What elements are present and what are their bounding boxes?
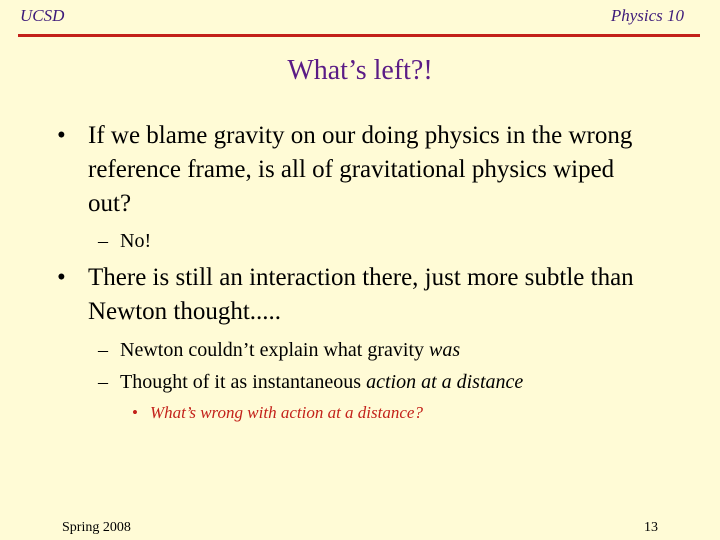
bullet-2-sub-1-emphasis: was xyxy=(429,339,461,361)
bullet-2-sub-2-text: Thought of it as instantaneous xyxy=(120,371,367,393)
sub-dash: – xyxy=(98,230,108,252)
bullet-dot: • xyxy=(57,264,66,291)
bullet-1 xyxy=(57,119,660,221)
footer-date: Spring 2008 xyxy=(62,520,131,535)
bullet-1-sub-1-text: No! xyxy=(120,230,152,252)
header-left-label: UCSD xyxy=(20,6,65,25)
bullet-2 xyxy=(57,261,660,329)
sub-dash: – xyxy=(98,371,108,393)
slide-number: 13 xyxy=(644,520,658,535)
bullet-2-sub-1 xyxy=(98,337,460,363)
bullet-dot: • xyxy=(57,122,66,149)
bullet-2-text: There is still an interaction there, just more subtle than Newton thought..... xyxy=(88,264,634,325)
bullet-1-text: If we blame gravity on our doing physics in the wrong reference frame, is all of gravitational physics wiped out? xyxy=(88,122,633,217)
sub-dash: – xyxy=(98,339,108,361)
bullet-2-sub-2 xyxy=(98,369,523,395)
header-right-label: Physics 10 xyxy=(610,6,684,25)
bullet-1-sub-1 xyxy=(98,228,151,254)
bullet-2-subsub xyxy=(132,403,423,423)
bullet-2-sub-1-text: Newton couldn’t explain what gravity xyxy=(120,339,430,361)
bullet-2-subsub-text: What’s wrong with action at a distance? xyxy=(150,403,423,422)
header-rule xyxy=(18,34,700,37)
slide-title: What’s left?! xyxy=(287,55,433,86)
bullet-2-sub-2-emphasis: action at a distance xyxy=(366,371,524,393)
subsub-dot: • xyxy=(132,403,138,422)
